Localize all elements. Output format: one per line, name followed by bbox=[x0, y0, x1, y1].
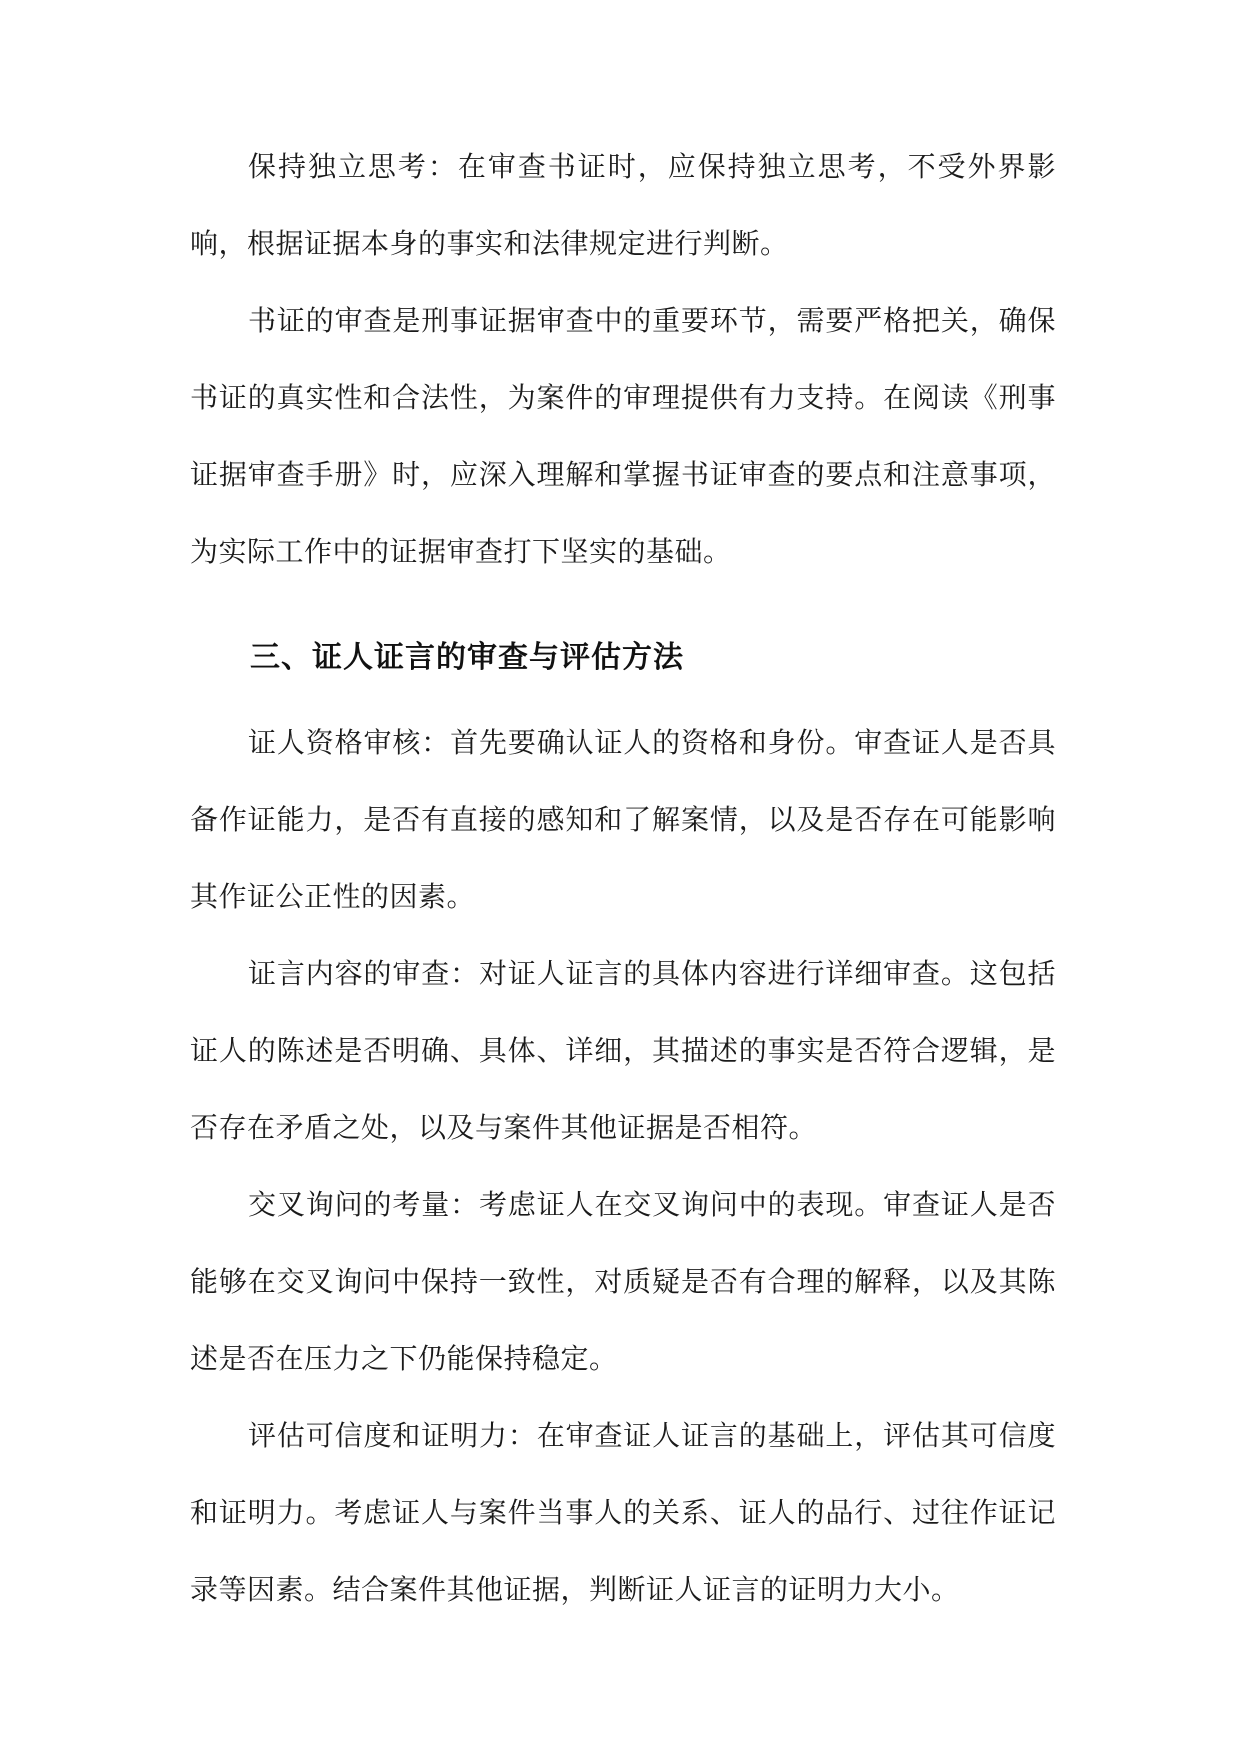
section-heading: 三、证人证言的审查与评估方法 bbox=[250, 640, 684, 675]
paragraph-credibility-assessment: 评估可信度和证明力：在审查证人证言的基础上，评估其可信度和证明力。考虑证人与案件当事人的关系、证人的品行、过往作证记录等因素。结合案件其他证据，判断证人证言的证明力大小。 bbox=[190, 1419, 1056, 1606]
paragraph-independent-thinking: 保持独立思考：在审查书证时，应保持独立思考，不受外界影响，根据证据本身的事实和法律规定进行判断。 bbox=[190, 150, 1056, 260]
paragraph-documentary-evidence-summary: 书证的审查是刑事证据审查中的重要环节，需要严格把关，确保书证的真实性和合法性，为案件的审理提供有力支持。在阅读《刑事证据审查手册》时，应深入理解和掌握书证审查的要点和注意事项，为实际工作中的证据审查打下坚实的基础。 bbox=[190, 304, 1056, 568]
paragraph-testimony-content: 证言内容的审查：对证人证言的具体内容进行详细审查。这包括证人的陈述是否明确、具体、详细，其描述的事实是否符合逻辑，是否存在矛盾之处，以及与案件其他证据是否相符。 bbox=[190, 957, 1056, 1144]
paragraph-cross-examination: 交叉询问的考量：考虑证人在交叉询问中的表现。审查证人是否能够在交叉询问中保持一致性，对质疑是否有合理的解释，以及其陈述是否在压力之下仍能保持稳定。 bbox=[190, 1188, 1056, 1375]
paragraph-witness-qualification: 证人资格审核：首先要确认证人的资格和身份。审查证人是否具备作证能力，是否有直接的感知和了解案情，以及是否存在可能影响其作证公正性的因素。 bbox=[190, 726, 1056, 913]
